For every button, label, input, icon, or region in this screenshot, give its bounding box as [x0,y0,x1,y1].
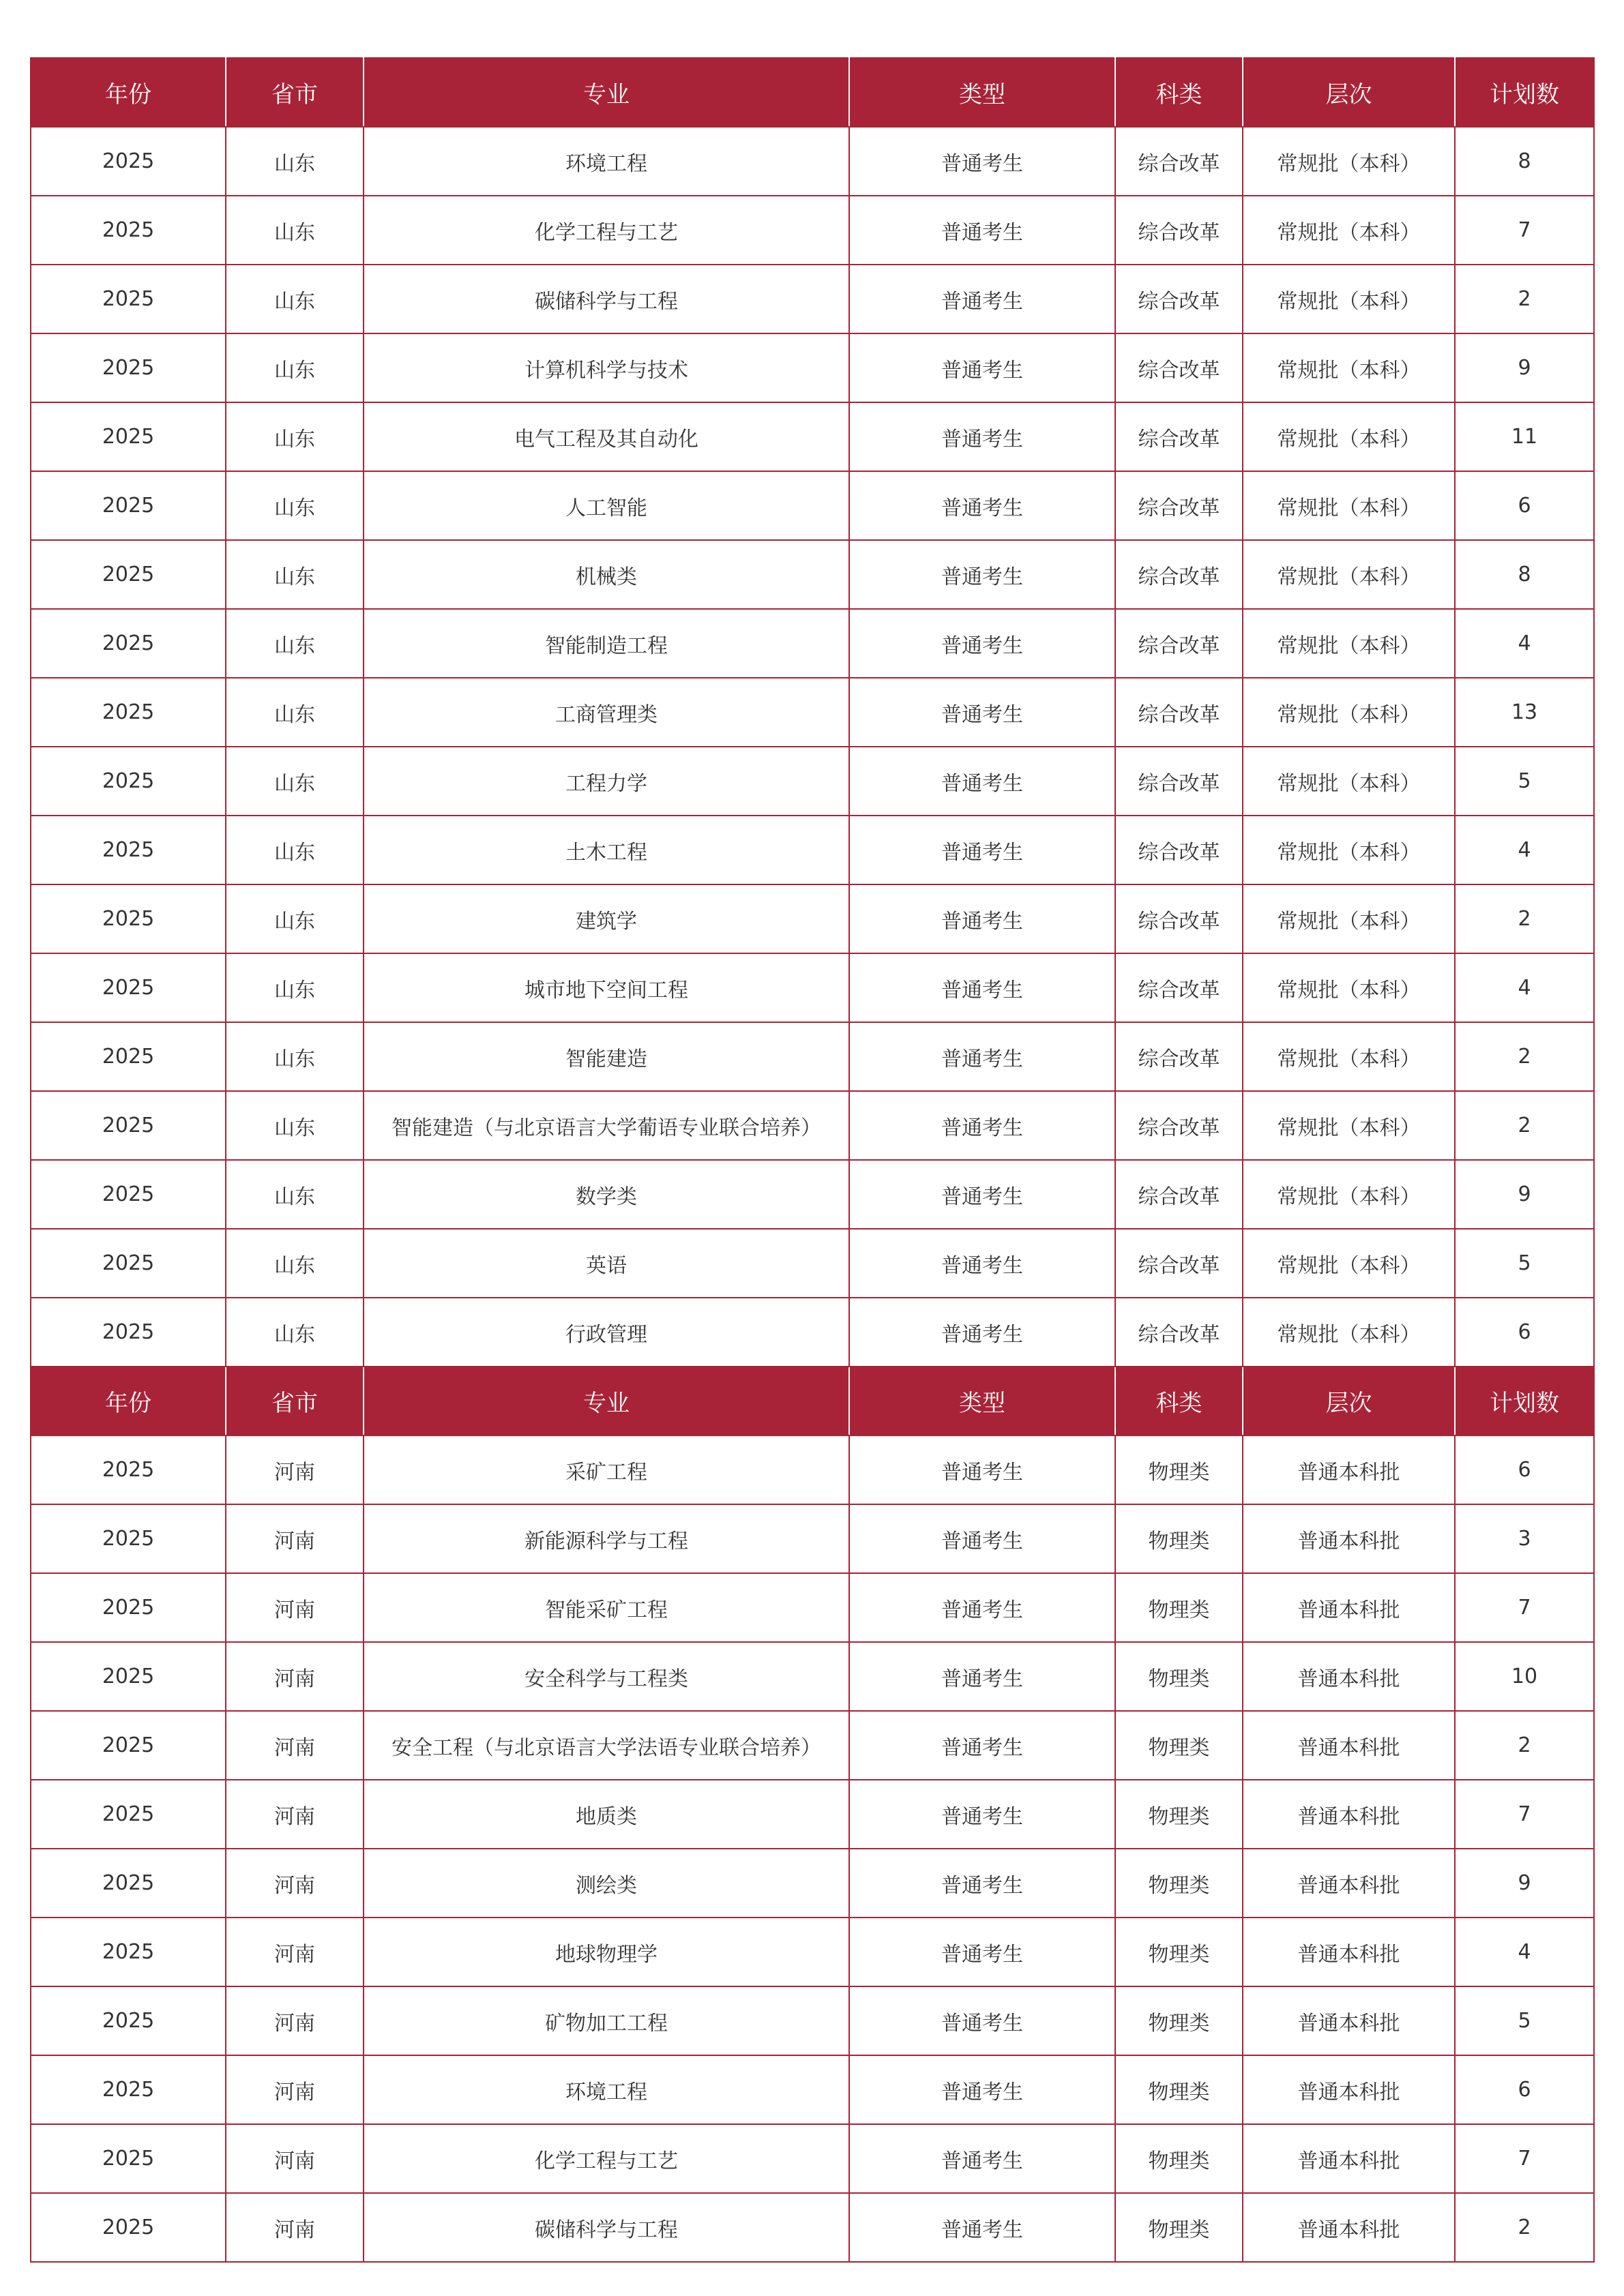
cell-plan-count: 7 [1455,1780,1594,1849]
cell-candidate-type: 普通考生 [849,1780,1115,1849]
cell-major: 智能建造 [364,1022,849,1091]
cell-year: 2025 [31,265,226,333]
cell-year: 2025 [31,884,226,953]
cell-major: 化学工程与工艺 [364,196,849,265]
cell-major: 化学工程与工艺 [364,2124,849,2193]
cell-province: 河南 [226,1780,364,1849]
cell-province: 山东 [226,333,364,402]
cell-subject-category: 物理类 [1115,1642,1243,1711]
cell-candidate-type: 普通考生 [849,1435,1115,1504]
cell-batch-level: 常规批（本科） [1243,402,1455,471]
cell-province: 山东 [226,1091,364,1160]
cell-plan-count: 4 [1455,953,1594,1022]
cell-major: 新能源科学与工程 [364,1504,849,1573]
cell-province: 山东 [226,127,364,196]
cell-subject-category: 综合改革 [1115,1298,1243,1367]
table-row [31,1849,1594,1918]
column-header-province: 省市 [226,1367,364,1435]
cell-subject-category: 综合改革 [1115,471,1243,540]
table-body [31,58,1594,2262]
cell-candidate-type: 普通考生 [849,609,1115,678]
table-row [31,1986,1594,2055]
cell-subject-category: 综合改革 [1115,333,1243,402]
cell-subject-category: 物理类 [1115,2193,1243,2262]
cell-batch-level: 普通本科批 [1243,2124,1455,2193]
cell-batch-level: 常规批（本科） [1243,196,1455,265]
table-row [31,1229,1594,1298]
cell-batch-level: 普通本科批 [1243,2055,1455,2124]
cell-plan-count: 6 [1455,2055,1594,2124]
cell-year: 2025 [31,127,226,196]
cell-year: 2025 [31,1504,226,1573]
cell-year: 2025 [31,953,226,1022]
cell-major: 城市地下空间工程 [364,953,849,1022]
cell-candidate-type: 普通考生 [849,540,1115,609]
cell-province: 河南 [226,1849,364,1918]
table-row [31,2193,1594,2262]
table-row [31,884,1594,953]
cell-year: 2025 [31,2055,226,2124]
cell-batch-level: 普通本科批 [1243,1918,1455,1986]
cell-plan-count: 6 [1455,471,1594,540]
cell-year: 2025 [31,402,226,471]
cell-plan-count: 9 [1455,1849,1594,1918]
table-row [31,747,1594,816]
cell-major: 英语 [364,1229,849,1298]
column-header-year: 年份 [31,1367,226,1435]
cell-batch-level: 常规批（本科） [1243,884,1455,953]
cell-plan-count: 2 [1455,1711,1594,1780]
cell-province: 山东 [226,678,364,747]
cell-plan-count: 5 [1455,1986,1594,2055]
cell-candidate-type: 普通考生 [849,1091,1115,1160]
cell-candidate-type: 普通考生 [849,2055,1115,2124]
cell-province: 山东 [226,196,364,265]
cell-subject-category: 物理类 [1115,1711,1243,1780]
cell-year: 2025 [31,1642,226,1711]
cell-batch-level: 常规批（本科） [1243,333,1455,402]
cell-batch-level: 常规批（本科） [1243,1298,1455,1367]
cell-plan-count: 7 [1455,2124,1594,2193]
cell-batch-level: 普通本科批 [1243,2193,1455,2262]
cell-subject-category: 综合改革 [1115,1229,1243,1298]
cell-subject-category: 综合改革 [1115,127,1243,196]
cell-batch-level: 常规批（本科） [1243,1160,1455,1229]
table-row [31,1780,1594,1849]
cell-major: 地质类 [364,1780,849,1849]
cell-candidate-type: 普通考生 [849,1986,1115,2055]
table-row [31,1711,1594,1780]
cell-candidate-type: 普通考生 [849,2193,1115,2262]
table-row [31,2124,1594,2193]
cell-major: 矿物加工工程 [364,1986,849,2055]
cell-plan-count: 3 [1455,1504,1594,1573]
column-header-plan-count: 计划数 [1455,58,1594,127]
cell-major: 地球物理学 [364,1918,849,1986]
cell-major: 安全科学与工程类 [364,1642,849,1711]
table-row [31,1435,1594,1504]
cell-year: 2025 [31,1298,226,1367]
cell-subject-category: 物理类 [1115,1849,1243,1918]
cell-province: 山东 [226,402,364,471]
cell-major: 建筑学 [364,884,849,953]
cell-batch-level: 普通本科批 [1243,1504,1455,1573]
column-header-major: 专业 [364,1367,849,1435]
cell-batch-level: 常规批（本科） [1243,471,1455,540]
cell-candidate-type: 普通考生 [849,127,1115,196]
cell-subject-category: 综合改革 [1115,747,1243,816]
cell-candidate-type: 普通考生 [849,747,1115,816]
cell-subject-category: 综合改革 [1115,540,1243,609]
column-header-batch-level: 层次 [1243,58,1455,127]
table-row [31,1022,1594,1091]
cell-plan-count: 2 [1455,1022,1594,1091]
cell-province: 山东 [226,609,364,678]
cell-plan-count: 8 [1455,540,1594,609]
cell-major: 土木工程 [364,816,849,884]
cell-candidate-type: 普通考生 [849,196,1115,265]
cell-candidate-type: 普通考生 [849,1298,1115,1367]
table-row [31,678,1594,747]
cell-plan-count: 4 [1455,816,1594,884]
table-row [31,1642,1594,1711]
cell-plan-count: 2 [1455,884,1594,953]
cell-province: 山东 [226,471,364,540]
cell-subject-category: 物理类 [1115,1986,1243,2055]
table-row [31,1573,1594,1642]
cell-subject-category: 物理类 [1115,1435,1243,1504]
cell-year: 2025 [31,1091,226,1160]
cell-major: 数学类 [364,1160,849,1229]
cell-candidate-type: 普通考生 [849,953,1115,1022]
cell-plan-count: 4 [1455,1918,1594,1986]
cell-major: 碳储科学与工程 [364,265,849,333]
cell-province: 山东 [226,884,364,953]
cell-candidate-type: 普通考生 [849,1504,1115,1573]
cell-batch-level: 常规批（本科） [1243,678,1455,747]
table-row [31,1504,1594,1573]
cell-major: 安全工程（与北京语言大学法语专业联合培养） [364,1711,849,1780]
cell-candidate-type: 普通考生 [849,1642,1115,1711]
cell-year: 2025 [31,1986,226,2055]
table-row [31,127,1594,196]
cell-batch-level: 常规批（本科） [1243,1229,1455,1298]
cell-plan-count: 2 [1455,1091,1594,1160]
column-header-candidate-type: 类型 [849,58,1115,127]
table-row [31,2055,1594,2124]
cell-subject-category: 综合改革 [1115,609,1243,678]
table-row [31,540,1594,609]
cell-plan-count: 5 [1455,1229,1594,1298]
cell-subject-category: 物理类 [1115,2055,1243,2124]
cell-province: 河南 [226,2055,364,2124]
cell-candidate-type: 普通考生 [849,1849,1115,1918]
cell-major: 工程力学 [364,747,849,816]
cell-candidate-type: 普通考生 [849,402,1115,471]
cell-year: 2025 [31,1435,226,1504]
cell-province: 河南 [226,2193,364,2262]
enrollment-plan-table [30,57,1595,2263]
cell-batch-level: 常规批（本科） [1243,127,1455,196]
cell-batch-level: 普通本科批 [1243,1435,1455,1504]
cell-year: 2025 [31,196,226,265]
cell-batch-level: 常规批（本科） [1243,816,1455,884]
cell-batch-level: 普通本科批 [1243,1711,1455,1780]
cell-plan-count: 9 [1455,1160,1594,1229]
cell-candidate-type: 普通考生 [849,471,1115,540]
cell-year: 2025 [31,1780,226,1849]
cell-province: 山东 [226,540,364,609]
cell-subject-category: 物理类 [1115,1780,1243,1849]
cell-plan-count: 13 [1455,678,1594,747]
cell-province: 河南 [226,1642,364,1711]
cell-subject-category: 物理类 [1115,1504,1243,1573]
cell-subject-category: 综合改革 [1115,884,1243,953]
column-header-subject-category: 科类 [1115,58,1243,127]
cell-subject-category: 综合改革 [1115,1160,1243,1229]
cell-province: 河南 [226,1573,364,1642]
cell-subject-category: 综合改革 [1115,816,1243,884]
column-header-province: 省市 [226,58,364,127]
cell-major: 碳储科学与工程 [364,2193,849,2262]
cell-candidate-type: 普通考生 [849,333,1115,402]
cell-year: 2025 [31,1229,226,1298]
cell-batch-level: 普通本科批 [1243,1986,1455,2055]
cell-batch-level: 常规批（本科） [1243,747,1455,816]
cell-major: 测绘类 [364,1849,849,1918]
cell-plan-count: 10 [1455,1642,1594,1711]
cell-year: 2025 [31,2193,226,2262]
cell-candidate-type: 普通考生 [849,1918,1115,1986]
cell-province: 山东 [226,747,364,816]
cell-major: 工商管理类 [364,678,849,747]
column-header-plan-count: 计划数 [1455,1367,1594,1435]
cell-candidate-type: 普通考生 [849,265,1115,333]
cell-batch-level: 普通本科批 [1243,1849,1455,1918]
table-row [31,196,1594,265]
cell-subject-category: 综合改革 [1115,196,1243,265]
cell-year: 2025 [31,678,226,747]
cell-year: 2025 [31,2124,226,2193]
cell-province: 山东 [226,953,364,1022]
cell-plan-count: 6 [1455,1435,1594,1504]
table-row [31,333,1594,402]
cell-batch-level: 普通本科批 [1243,1780,1455,1849]
cell-province: 河南 [226,1918,364,1986]
cell-candidate-type: 普通考生 [849,2124,1115,2193]
cell-year: 2025 [31,1573,226,1642]
cell-year: 2025 [31,609,226,678]
table-row [31,1091,1594,1160]
column-header-year: 年份 [31,58,226,127]
cell-plan-count: 5 [1455,747,1594,816]
cell-candidate-type: 普通考生 [849,1711,1115,1780]
cell-plan-count: 2 [1455,2193,1594,2262]
cell-year: 2025 [31,816,226,884]
cell-candidate-type: 普通考生 [849,1022,1115,1091]
cell-plan-count: 8 [1455,127,1594,196]
cell-province: 山东 [226,816,364,884]
cell-province: 山东 [226,1160,364,1229]
cell-year: 2025 [31,1849,226,1918]
cell-major: 智能建造（与北京语言大学葡语专业联合培养） [364,1091,849,1160]
cell-plan-count: 2 [1455,265,1594,333]
cell-year: 2025 [31,333,226,402]
cell-province: 山东 [226,1229,364,1298]
cell-plan-count: 11 [1455,402,1594,471]
column-header-batch-level: 层次 [1243,1367,1455,1435]
cell-major: 智能采矿工程 [364,1573,849,1642]
cell-year: 2025 [31,471,226,540]
cell-plan-count: 4 [1455,609,1594,678]
cell-subject-category: 物理类 [1115,2124,1243,2193]
cell-batch-level: 常规批（本科） [1243,953,1455,1022]
cell-province: 山东 [226,1298,364,1367]
table-row [31,1298,1594,1367]
cell-batch-level: 普通本科批 [1243,1573,1455,1642]
table-row [31,816,1594,884]
cell-candidate-type: 普通考生 [849,1229,1115,1298]
column-header-candidate-type: 类型 [849,1367,1115,1435]
cell-plan-count: 7 [1455,1573,1594,1642]
cell-subject-category: 综合改革 [1115,953,1243,1022]
cell-province: 山东 [226,265,364,333]
cell-batch-level: 普通本科批 [1243,1642,1455,1711]
cell-candidate-type: 普通考生 [849,884,1115,953]
table-row [31,471,1594,540]
table-row [31,609,1594,678]
cell-subject-category: 物理类 [1115,1918,1243,1986]
cell-subject-category: 综合改革 [1115,1022,1243,1091]
cell-subject-category: 综合改革 [1115,678,1243,747]
cell-major: 电气工程及其自动化 [364,402,849,471]
cell-year: 2025 [31,1022,226,1091]
cell-province: 河南 [226,1986,364,2055]
cell-major: 环境工程 [364,2055,849,2124]
cell-subject-category: 综合改革 [1115,402,1243,471]
cell-plan-count: 6 [1455,1298,1594,1367]
cell-major: 采矿工程 [364,1435,849,1504]
table-row [31,1918,1594,1986]
cell-year: 2025 [31,747,226,816]
cell-province: 河南 [226,1711,364,1780]
cell-year: 2025 [31,1711,226,1780]
cell-major: 计算机科学与技术 [364,333,849,402]
table-row [31,953,1594,1022]
column-header-subject-category: 科类 [1115,1367,1243,1435]
column-header-major: 专业 [364,58,849,127]
cell-major: 行政管理 [364,1298,849,1367]
cell-batch-level: 常规批（本科） [1243,1022,1455,1091]
cell-province: 河南 [226,2124,364,2193]
cell-year: 2025 [31,1160,226,1229]
table-row [31,265,1594,333]
cell-batch-level: 常规批（本科） [1243,540,1455,609]
cell-plan-count: 7 [1455,196,1594,265]
cell-batch-level: 常规批（本科） [1243,265,1455,333]
cell-province: 河南 [226,1435,364,1504]
cell-subject-category: 综合改革 [1115,1091,1243,1160]
cell-subject-category: 物理类 [1115,1573,1243,1642]
cell-subject-category: 综合改革 [1115,265,1243,333]
cell-year: 2025 [31,540,226,609]
cell-province: 河南 [226,1504,364,1573]
table-row [31,1160,1594,1229]
cell-plan-count: 9 [1455,333,1594,402]
cell-candidate-type: 普通考生 [849,1573,1115,1642]
cell-major: 机械类 [364,540,849,609]
cell-candidate-type: 普通考生 [849,678,1115,747]
cell-candidate-type: 普通考生 [849,1160,1115,1229]
table-header-row [31,58,1594,127]
table-row [31,402,1594,471]
cell-province: 山东 [226,1022,364,1091]
cell-candidate-type: 普通考生 [849,816,1115,884]
cell-major: 人工智能 [364,471,849,540]
cell-major: 智能制造工程 [364,609,849,678]
table-header-row [31,1367,1594,1435]
cell-batch-level: 常规批（本科） [1243,609,1455,678]
cell-year: 2025 [31,1918,226,1986]
cell-major: 环境工程 [364,127,849,196]
cell-batch-level: 常规批（本科） [1243,1091,1455,1160]
